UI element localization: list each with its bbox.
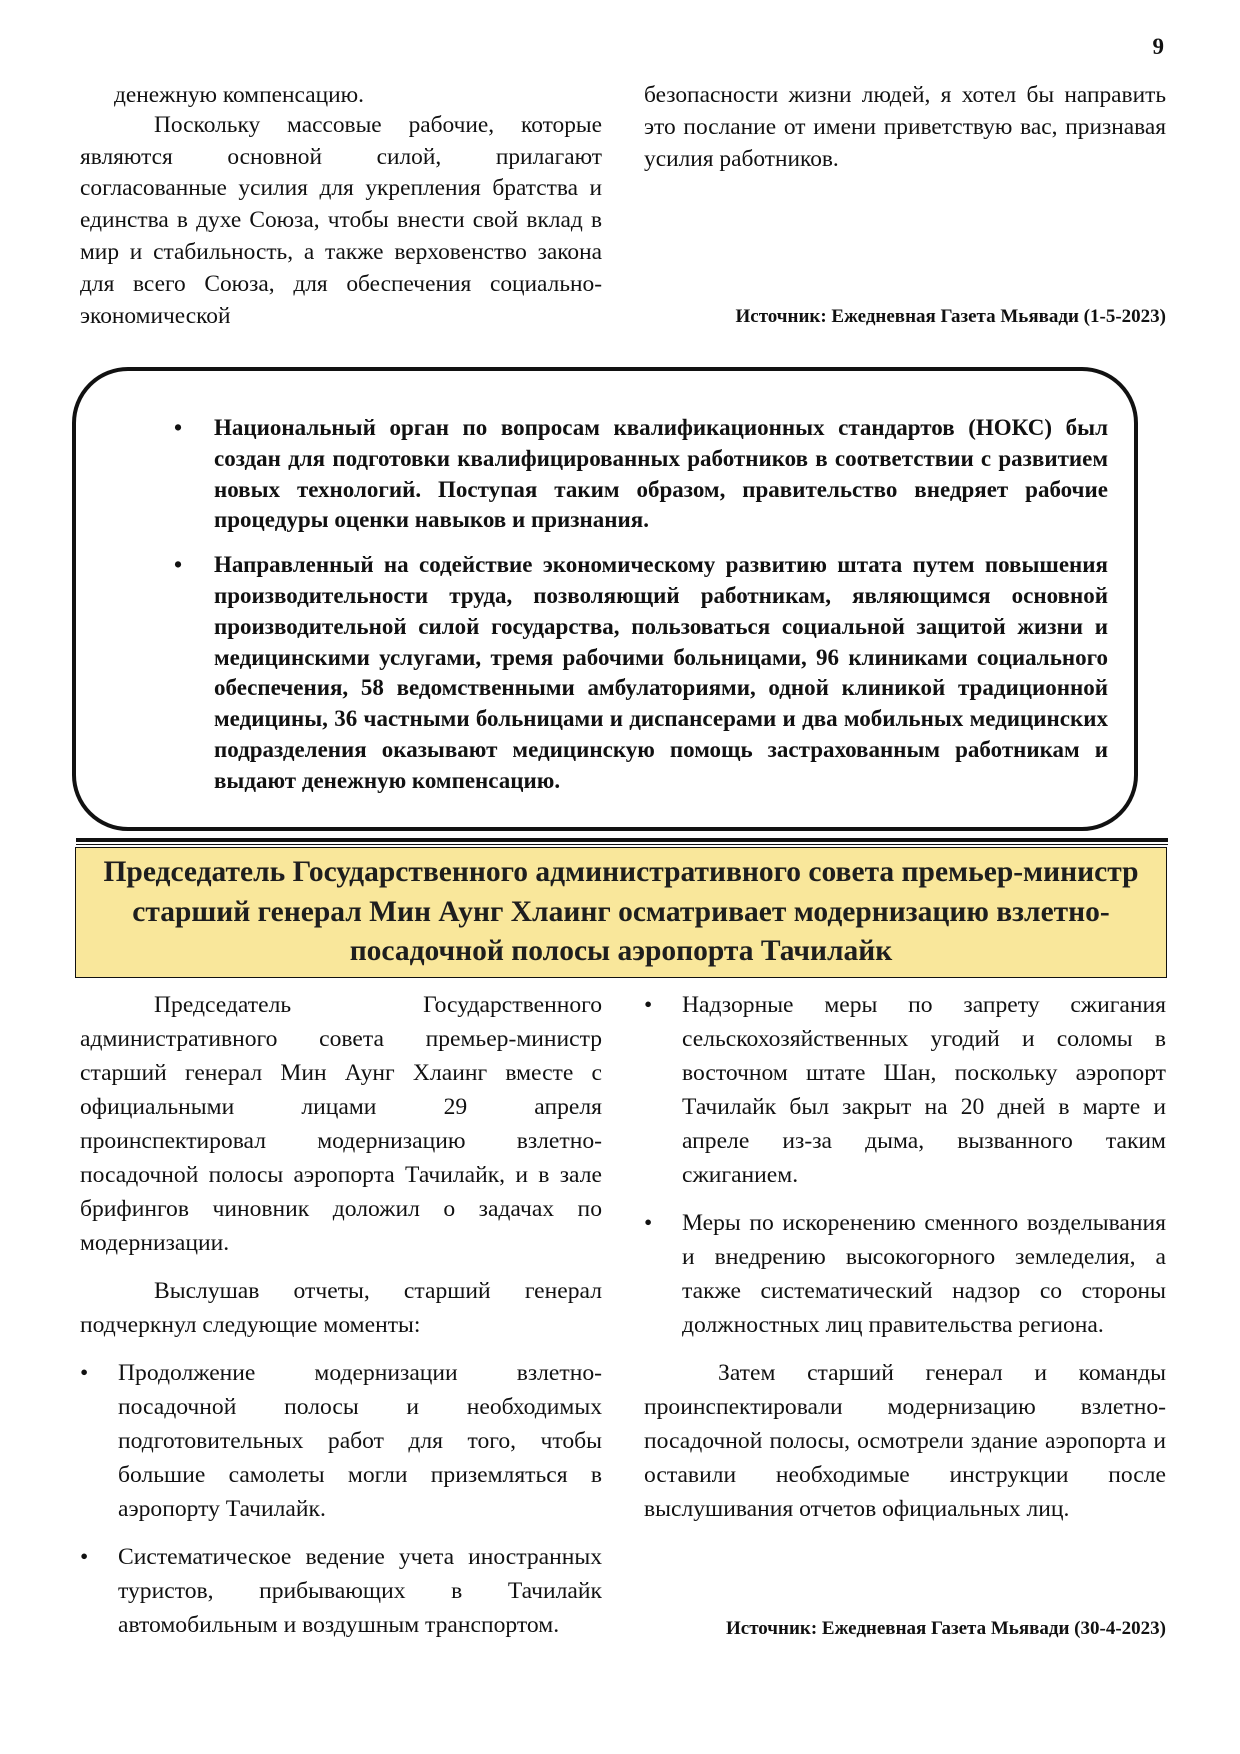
source-line-1: Источник: Ежедневная Газета Мьявади (1-5-2023) [735,306,1166,327]
article-right-column [644,988,1166,1526]
bullet-icon: • [644,1210,653,1236]
bullet-icon: • [174,552,183,578]
list-item-text: Продолжение модернизации взлетно-посадочной полосы и необходимых подготовительных работ для того, чтобы большие самолеты могли приземляться в аэропорту Тачилайк. [118,1360,602,1522]
paragraph-workers: Поскольку массовые рабочие, которые являются основной силой, прилагают согласованные усилия для укрепления братства и единства в духе Союза, чтобы внести свой вклад в мир и стабильность, а также верховенство закона для всего Союза, для обеспечения социально-экономической [80,111,602,329]
article-paragraph-intro: Председатель Государственного административного совета премьер-министр старший генерал Мин Аунг Хлаинг вместе с официальными лицами 29 апреля проинспектировал модернизацию взлетно-посадочной полосы аэропорта Тачилайк, и в зале брифингов чиновник доложил о задачах по модернизации. [80,992,602,1256]
list-item-text: Надзорные меры по запрету сжигания сельскохозяйственных угодий и соломы в восточном штате Шан, поскольку аэропорт Тачилайк был закрыт на 20 дней в марте и апреле из-за дыма, вызванного таким сжиганием. [682,992,1166,1188]
bullet-icon: • [80,1360,89,1386]
paragraph-continuation: денежную компенсацию. [114,82,364,108]
article-bullet-list-left [80,1356,602,1642]
highlight-list [102,413,1108,811]
top-left-column [80,80,602,332]
list-item [644,1206,1166,1342]
list-item [80,1540,602,1642]
bullet-icon: • [644,992,653,1018]
bullet-icon: • [80,1544,89,1570]
highlight-item-text: Направленный на содействие экономическому развитию штата путем повышения производительности труда, позволяющий работникам, являющимся основной производительной силой государства, пользоваться социальной защитой жизни и медицинскими услугами, тремя рабочими больницами, 96 клиниками социального обеспечения, 58 ведомственными амбулаториями, одной клиникой традиционной медицины, 36 частными больницами и диспансерами и два мобильных медицинских подразделения оказывают медицинскую помощь застрахованным работникам и выдают денежную компенсацию. [214,552,1108,793]
highlight-item [102,550,1108,796]
article-paragraph-closing: Затем старший генерал и команды проинспектировали модернизацию взлетно-посадочной полосы, осмотрели здание аэропорта и оставили необходимые инструкции после выслушивания отчетов официальных лиц. [644,1360,1166,1522]
list-item-text: Систематическое ведение учета иностранных туристов, прибывающих в Тачилайк автомобильным и воздушным транспортом. [118,1544,602,1638]
article-headline: Председатель Государственного административного совета премьер-министр старший генерал Мин Аунг Хлаинг осматривает модернизацию взлетно-посадочной полосы аэропорта Тачилайк [75,847,1167,978]
highlight-item-text: Национальный орган по вопросам квалификационных стандартов (НОКС) был создан для подготовки квалифицированных работников в соответствии с развитием новых технологий. Поступая таким образом, правительство внедряет рабочие процедуры оценки навыков и признания. [214,415,1108,533]
top-right-column [644,80,1166,175]
bullet-icon: • [174,415,183,440]
section-divider [76,838,1168,842]
highlight-item [102,413,1108,536]
paragraph-safety: безопасности жизни людей, я хотел бы направить это послание от имени приветствую вас, признавая усилия работников. [644,82,1166,172]
article-paragraph-points: Выслушав отчеты, старший генерал подчеркнул следующие моменты: [80,1278,602,1338]
page-number: 9 [1152,34,1164,59]
list-item [644,988,1166,1192]
source-line-2: Источник: Ежедневная Газета Мьявади (30-4-2023) [726,1618,1166,1639]
list-item-text: Меры по искоренению сменного возделывания и внедрению высокогорного земледелия, а также систематический надзор со стороны должностных лиц правительства региона. [682,1210,1166,1338]
article-left-column [80,988,602,1656]
list-item [80,1356,602,1526]
section-divider-thin [76,844,1168,845]
article-bullet-list-right [644,988,1166,1342]
highlight-box [72,367,1138,831]
